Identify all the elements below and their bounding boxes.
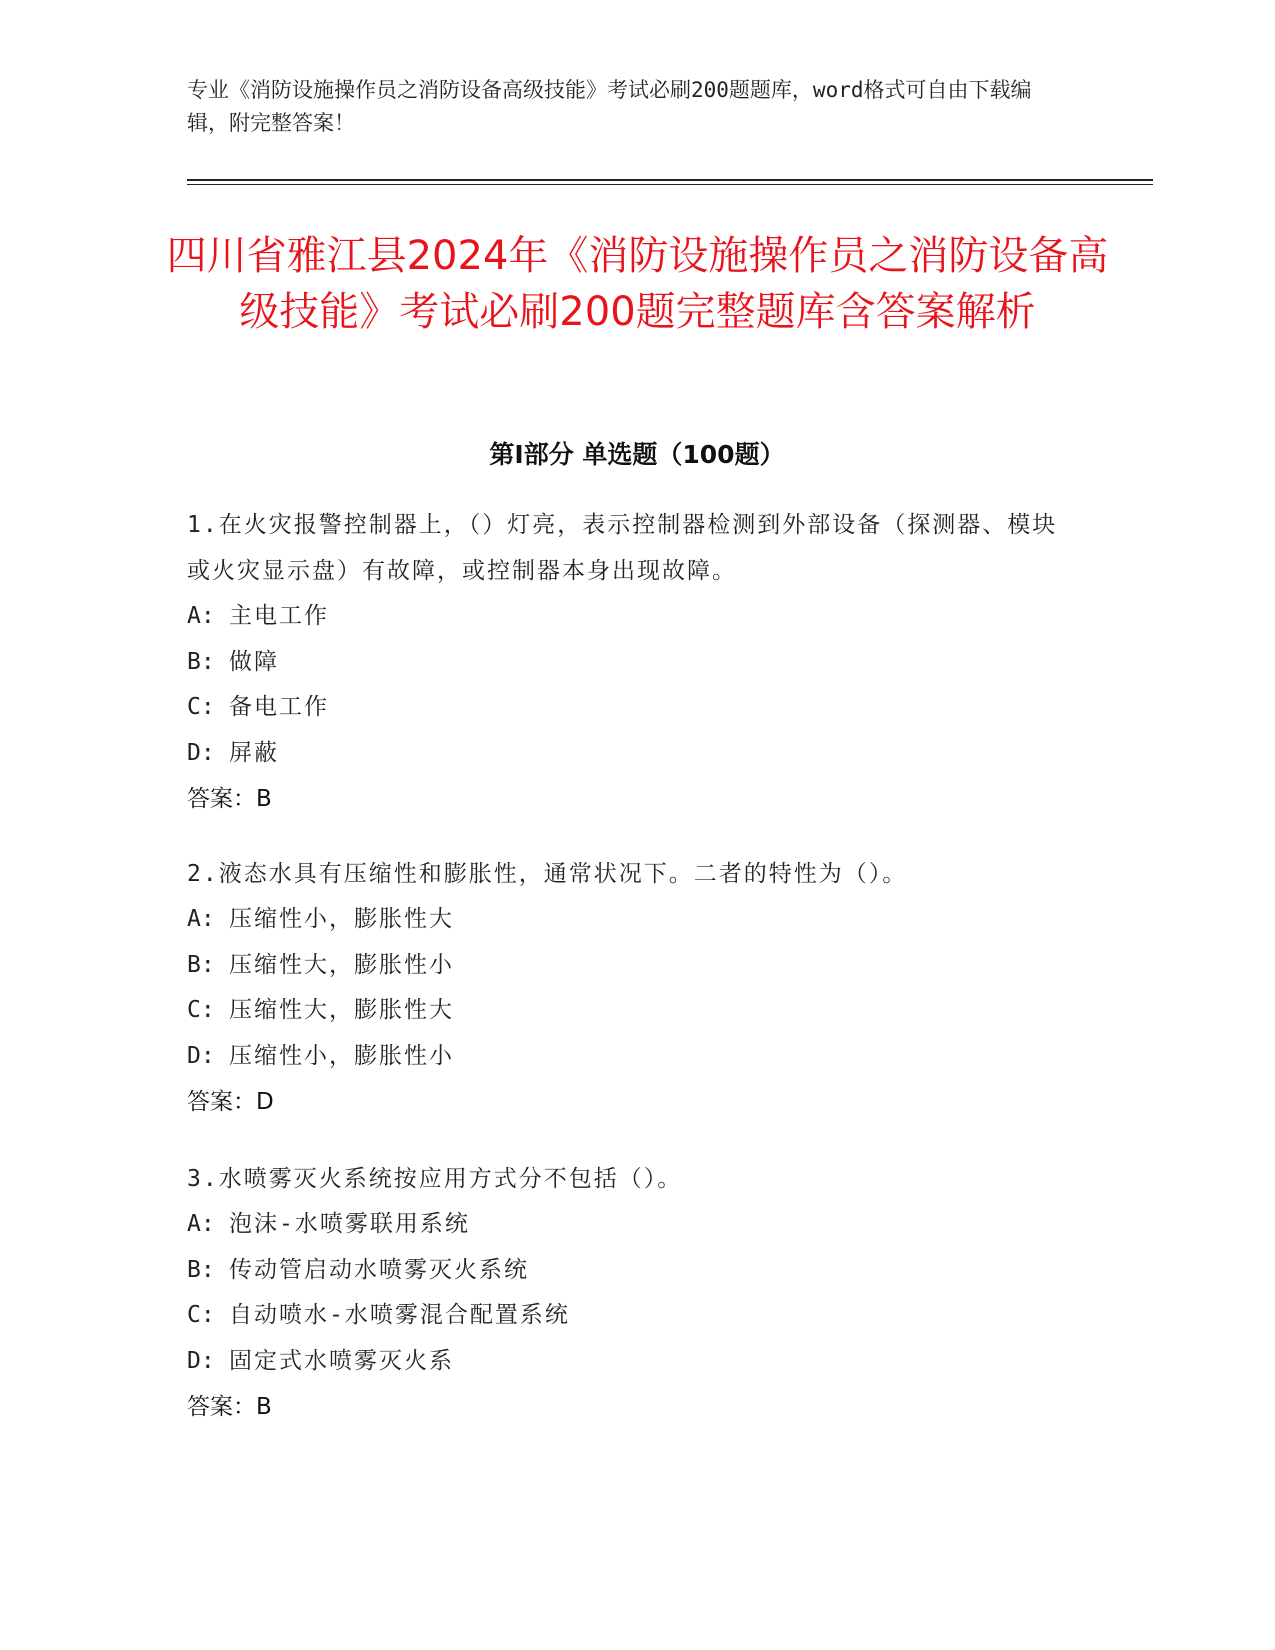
option-c: [187, 988, 1067, 1034]
option-key: D:: [187, 1042, 215, 1069]
option-c: [187, 685, 1067, 731]
option-a: [187, 1202, 1067, 1248]
option-text: 备电工作: [229, 694, 329, 720]
header-rule-thin: [187, 184, 1153, 185]
answer-label: 答案：B: [187, 786, 272, 812]
option-c: [187, 1293, 1067, 1339]
option-key: C:: [187, 694, 215, 720]
option-key: D:: [187, 739, 215, 766]
option-text: 压缩性大，膨胀性小: [229, 951, 454, 978]
option-text: 压缩性小，膨胀性小: [229, 1042, 454, 1069]
option-key: C:: [187, 1302, 215, 1328]
option-d: [187, 1339, 1067, 1385]
header-note: 专业《消防设施操作员之消防设备高级技能》考试必刷200题题库，word格式可自由下载编辑，附完整答案！: [187, 78, 1032, 135]
question-1: [187, 502, 1067, 822]
option-b: [187, 943, 1067, 989]
option-a: [187, 897, 1067, 943]
option-text: 固定式水喷雾灭火系: [229, 1347, 454, 1374]
option-key: B:: [187, 951, 215, 978]
option-key: A:: [187, 1211, 215, 1237]
answer-label: 答案：D: [187, 1089, 274, 1115]
section-heading: 第I部分 单选题（100题）: [489, 440, 785, 469]
header-rule-thick: [187, 179, 1153, 181]
option-text: 做障: [229, 648, 279, 675]
option-key: B:: [187, 648, 215, 675]
option-text: 泡沫-水喷雾联用系统: [229, 1211, 470, 1237]
option-a: [187, 594, 1067, 640]
option-d: [187, 1034, 1067, 1080]
option-text: 主电工作: [229, 603, 329, 629]
option-text: 传动管启动水喷雾灭火系统: [229, 1256, 529, 1283]
option-text: 自动喷水-水喷雾混合配置系统: [229, 1302, 570, 1328]
answer-label: 答案：B: [187, 1394, 272, 1420]
document-title: 四川省雅江县2024年《消防设施操作员之消防设备高级技能》考试必刷200题完整题库含答案解析: [166, 233, 1109, 335]
question-2: [187, 851, 1067, 1125]
option-b: [187, 640, 1067, 686]
option-d: [187, 731, 1067, 777]
option-key: A:: [187, 603, 215, 629]
option-key: C:: [187, 997, 215, 1023]
option-text: 屏蔽: [229, 739, 279, 766]
option-b: [187, 1248, 1067, 1294]
option-text: 压缩性小，膨胀性大: [229, 906, 454, 932]
question-stem: 2.液态水具有压缩性和膨胀性，通常状况下。二者的特性为（）。: [187, 861, 908, 887]
question-stem: 1.在火灾报警控制器上，（）灯亮，表示控制器检测到外部设备（探测器、模块或火灾显示盘）有故障，或控制器本身出现故障。: [187, 512, 1058, 584]
option-key: B:: [187, 1256, 215, 1283]
question-stem: 3.水喷雾灭火系统按应用方式分不包括（）。: [187, 1166, 683, 1192]
option-key: A:: [187, 906, 215, 932]
option-text: 压缩性大，膨胀性大: [229, 997, 454, 1023]
option-key: D:: [187, 1347, 215, 1374]
question-3: [187, 1156, 1067, 1430]
